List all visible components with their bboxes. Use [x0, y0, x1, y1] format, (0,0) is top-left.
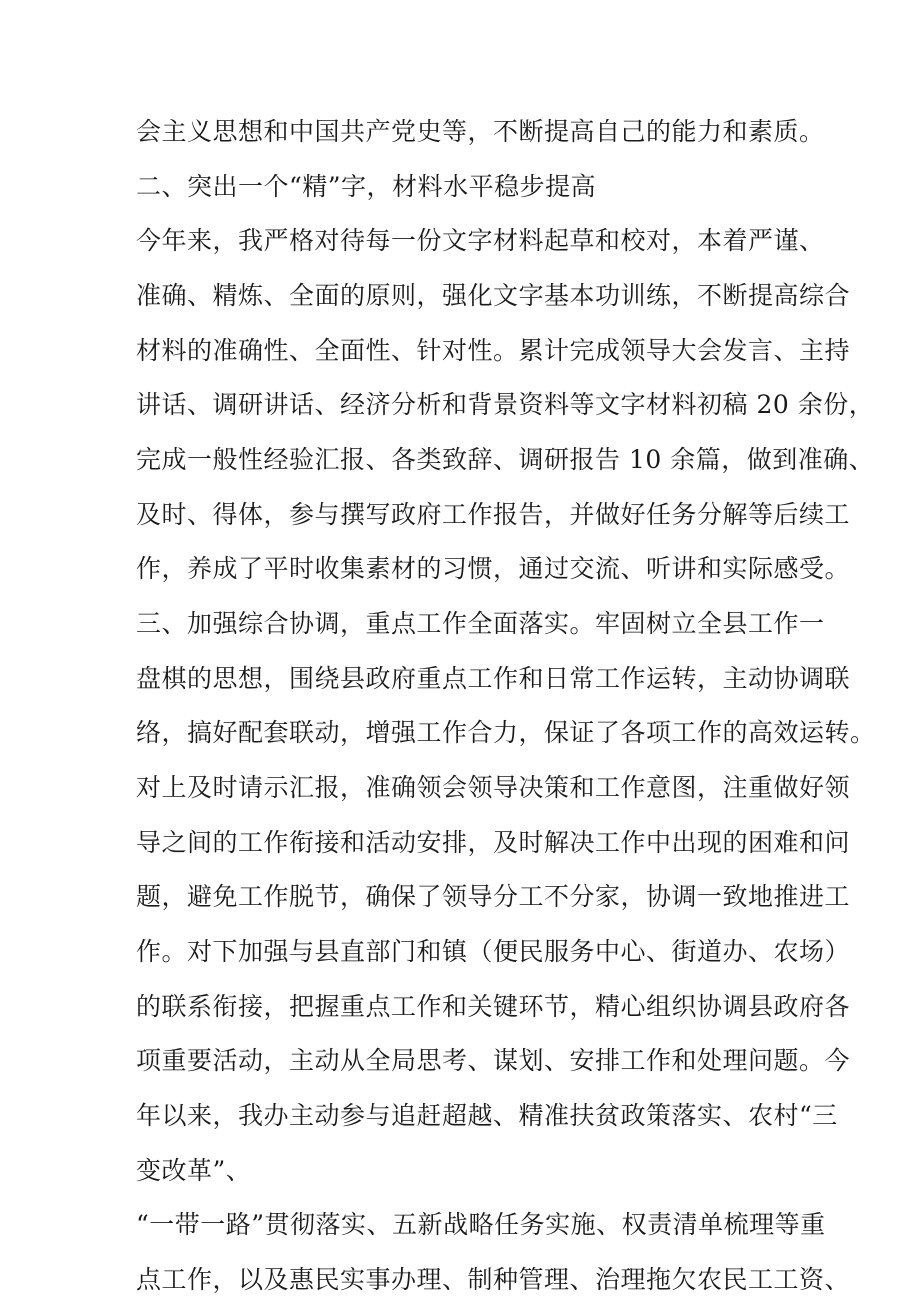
text-line: 及时、得体，参与撰写政府工作报告，并做好任务分解等后续工	[136, 500, 851, 529]
text-line: 今年来，我严格对待每一份文字材料起草和校对，本着严谨、	[136, 226, 825, 255]
text-line: 完成一般性经验汇报、各类致辞、调研报告 10 余篇，做到准确、	[136, 445, 875, 474]
text-line: 的联系衔接，把握重点工作和关键环节，精心组织协调县政府各	[136, 992, 851, 1021]
text-line: 三、加强综合协调，重点工作全面落实。牢固树立全县工作一	[136, 609, 825, 638]
text-line: 题，避免工作脱节，确保了领导分工不分家，协调一致地推进工	[136, 882, 851, 911]
text-line: 材料的准确性、全面性、针对性。累计完成领导大会发言、主持	[136, 336, 851, 365]
text-line: 会主义思想和中国共产党史等，不断提高自己的能力和素质。	[136, 117, 825, 146]
text-line: 作，养成了平时收集素材的习惯，通过交流、听讲和实际感受。	[136, 554, 851, 583]
text-line: 点工作，以及惠民实事办理、制种管理、治理拖欠农民工工资、	[136, 1265, 851, 1294]
text-line: 络，搞好配套联动，增强工作合力，保证了各项工作的高效运转。	[136, 718, 876, 747]
text-line: 导之间的工作衔接和活动安排，及时解决工作中出现的困难和问	[136, 828, 851, 857]
text-line: 讲话、调研讲话、经济分析和背景资料等文字材料初稿 20 余份，	[136, 390, 875, 419]
text-line: 项重要活动，主动从全局思考、谋划、安排工作和处理问题。今	[136, 1046, 851, 1075]
text-line: 年以来，我办主动参与追赶超越、精准扶贫政策落实、农村“三	[136, 1101, 838, 1130]
text-line: “一带一路”贯彻落实、五新战略任务实施、权责清单梳理等重	[136, 1210, 826, 1239]
text-line: 对上及时请示汇报，准确领会领导决策和工作意图，注重做好领	[136, 773, 851, 802]
section-heading: 二、突出一个“精”字，材料水平稳步提高	[136, 172, 597, 201]
text-line: 盘棋的思想，围绕县政府重点工作和日常工作运转，主动协调联	[136, 664, 851, 693]
text-line: 准确、精炼、全面的原则，强化文字基本功训练，不断提高综合	[136, 281, 851, 310]
text-line: 作。对下加强与县直部门和镇（便民服务中心、街道办、农场）	[136, 937, 851, 966]
text-line: 变改革”、	[136, 1156, 252, 1185]
